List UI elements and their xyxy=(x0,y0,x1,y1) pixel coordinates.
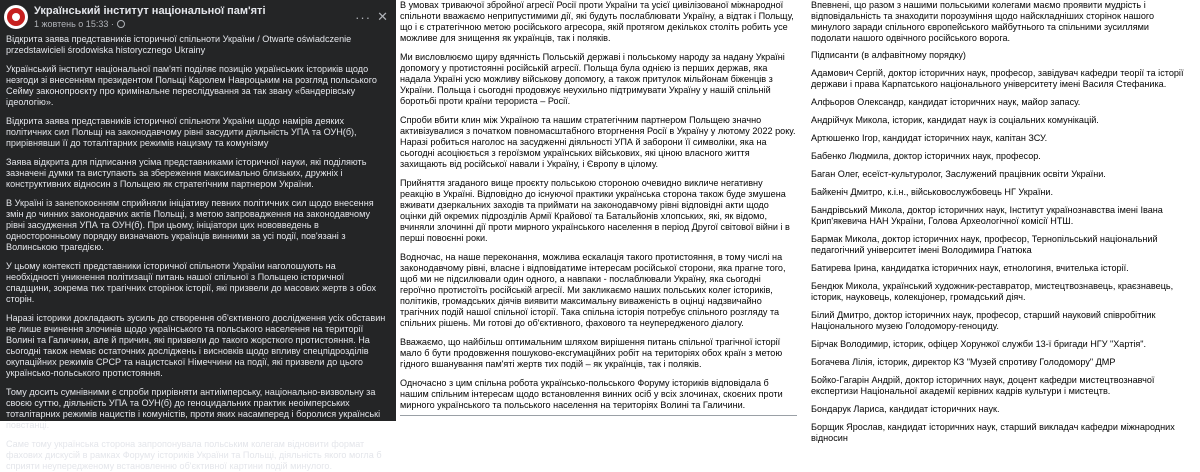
signatory-item: Білий Дмитро, доктор історичних наук, професор, старший науковий співробітник Національного музею Голодомору-геноциду. xyxy=(811,310,1156,331)
post-paragraph: Відкрита заява представників історичної спільноти України / Otwarte oświadczenie przedstawicieli środowiska historycznego Ukrainy xyxy=(6,34,352,55)
signatory-item: Батирева Ірина, кандидатка історичних наук, етнологиня, вчителька історії. xyxy=(811,263,1129,273)
signatory-item: Богачева Лілія, історик, директор КЗ "Музей спротиву Голодомору" ДМР xyxy=(811,357,1116,367)
signatories-heading: Підписанти (в алфавітному порядку) xyxy=(811,50,966,60)
post-paragraph: Відкрита заява представників історичної спільноти України щодо намірів деяких політичних сил Польщі на законодавчому рівні засудити діяльність УПА та ОУН(б), прирівнявши її до тоталітарних режимів нацизму та комунізму xyxy=(6,116,357,148)
signatory-item: Байкеніч Дмитро, к.і.н., військовослужбовець НГ України. xyxy=(811,187,1054,197)
signatory-item: Баган Олег, есеїст-культуролог, Заслужений працівник освіти України. xyxy=(811,169,1106,179)
post-paragraph: Саме тому українська сторона запропонувала польським колегам відновити формат фахових дискусій в рамках Форуму істориків України та Польщі, діяльність якого могла б сприяти неупередженому встановленню об'єктивної картини подій минулого. xyxy=(6,439,382,471)
post-paragraph: В Україні із занепокоєнням сприйняли ініціативу певних політичних сил щодо внесення змін до чинних законодавчих актів Польщі, з метою запровадження на законодавчому рівні засудження УПА та ОУН(б). При цьому, ініціатори цих нововведень в односторонньому порядку визначають українців винними за усі події, пов'язані з Волинською трагедією. xyxy=(6,198,374,252)
statement-paragraph: Одночасно з цим спільна робота українсько-польського Форуму істориків відповідала б нашим спільним інтересам щодо встановлення винних осіб у всіх злочинах, скоєних проти мирного українського та польського населення на територіях Волині та Галичини. xyxy=(400,378,783,410)
statement-paragraph: Ми висловлюємо щиру вдячність Польській державі і польському народу за надану Україні допомогу у протистоянні російській агресії. Польща була однією із перших держав, яка надала Україні усю можливу військову допомогу, а також притулок мільйонам біженців з України. Польща і сьогодні продовжує неухильно підтримувати Україну у нашій спільній боротьбі проти країни терориста – Росії. xyxy=(400,52,785,106)
statement-paragraph: В умовах триваючої збройної агресії Росії проти України та усієї цивілізованої міжнародної спільноти вважаємо неприпустимими дії, які будуть послаблювати Україну, а відтак і Польщу, що і є стратегічною метою російського агресора, якій протягом декількох століть робить усе можливе для знищення як українців, так і поляків. xyxy=(400,0,794,43)
post-paragraph: Тому досить сумнівними є спроби прирівняти антиімперську, національно-визвольну за своєю суттю, діяльність УПА та ОУН(б) до геноцидальних практик неоімперських тоталітарних режимів нацистів і комуністів, проти яких насамперед і боролися українські повстанці. xyxy=(6,387,381,430)
conclusion-paragraph: Впевнені, що разом з нашими польськими колегами маємо проявити мудрість і відповідальність та знаходити порозуміння щодо найскладніших сторінок нашого минулого заради спільного європейського майбутнього та спільними зусиллями подолати нашого одвічного російського ворога. xyxy=(811,0,1155,43)
statement-text xyxy=(400,0,797,416)
signatory-item: Бондарук Лариса, кандидат історичних наук. xyxy=(811,404,1000,414)
signatory-item: Бірчак Володимир, історик, офіцер Хорунжої служби 13-ї бригади НГУ "Хартія". xyxy=(811,339,1147,349)
signatory-item: Бармак Микола, доктор історичних наук, професор, Тернопільський національний педагогічний університет імені Володимира Гнатюка xyxy=(811,234,1158,255)
globe-icon xyxy=(117,20,125,28)
post-body xyxy=(0,32,396,472)
signatory-item: Андрійчук Микола, історик, кандидат наук із соціальних комунікацій. xyxy=(811,115,1099,125)
post-paragraph: Заява відкрита для підписання усіма представниками історичної науки, які поділяють зазначені думки та виступають за збереження максимально близьких, дружніх і конструктивних відносин з Польщею як стратегічним партнером України. xyxy=(6,157,367,189)
signatories-text xyxy=(811,0,1190,444)
signatory-item: Борщик Ярослав, кандидат історичних наук, старший викладач кафедри міжнародних відносин xyxy=(811,422,1175,443)
signatory-item: Бандрівський Микола, доктор історичних наук, Інститут українознавства імені Івана Крип'якевича НАН України, Голова Археологічної комісії НТШ. xyxy=(811,205,1163,226)
institute-logo-icon xyxy=(7,8,25,26)
facebook-post-panel xyxy=(0,0,396,471)
signatory-item: Адамович Сергій, доктор історичних наук, професор, завідувач кафедри теорії та історії держави і права Карпатського національного університету імені Василя Стефаника. xyxy=(811,68,1184,89)
post-paragraph: У цьому контексті представники історичної спільноти України наголошують на необхідності уникнення політизації питань нашої спільної з Польщею історичної спадщини, зокрема тих трагічних сторінок історії, які призвели до масових жертв з обох сторін. xyxy=(6,261,377,304)
signatory-item: Бендюк Микола, український художник-реставратор, мистецтвознавець, краєзнавець, історик, науковець, колекціонер, громадський діяч. xyxy=(811,281,1174,302)
statement-paragraph: Вважаємо, що найбільш оптимальним шляхом вирішення питань спільної трагічної історії мало б бути продовження пошуково-ексгумаційних робіт на територіях обох країн з метою гідного вшанування пам'яті жертв тих подій – як українців, так і поляків. xyxy=(400,337,783,369)
post-paragraph: Український інститут національної пам'яті поділяє позицію українських істориків щодо незгоди зі внесенням президентом Польщі Каролем Навроцьким на розгляд польського Сейму законопроєкту про кримінальне переслідування за так звану «бандерівську ідеологію». xyxy=(6,64,377,107)
signatory-item: Артюшенко Ігор, кандидат історичних наук, капітан ЗСУ. xyxy=(811,133,1048,143)
post-paragraph: Наразі історики докладають зусиль до створення об'єктивного дослідження усіх обставин не лише вчинення злочинів щодо українського та польського населення на території Волині та Галичини, але й причин, які призвели до такого жорсткого протистояння. На сьогодні також немає остаточних досліджень і висновків щодо впливу спецпідрозділів окупаційних режимів СРСР та нацистської Німеччини на події, які призвели до цього українсько-польського протистояння. xyxy=(6,313,386,378)
more-options-button[interactable]: ··· xyxy=(355,9,372,25)
statement-paragraph: Спроби вбити клин між Україною та нашим стратегічним партнером Польщею значно активізувалися з початком повномасштабного вторгнення Росії в Україну у лютому 2022 року. Наразі робиться наголос на засудженні діяльності УПА й заборони її символіки, яка на сьогодні асоціюється з героїзмом українських військових, які ціною власного життя захищають від російської навали і Україну, і Європу в цілому. xyxy=(400,115,796,169)
statement-paragraph: Водночас, на наше переконання, можлива ескалація такого протистояння, в тому числі на законодавчому рівні, власне і відповідатиме інтересам російської сторони, яка прагне того, щоб ми не підсилювали один одного, а навпаки - послаблювали Україну, яка сьогодні героїчно протистоїть російській агресії. Ми закликаємо наших польських колег істориків, політиків, громадських діячів виявити максимальну виваженість в оцінці надзвичайно трагічних подій нашої спільної історії. Така спільна історія потребує спільного розгляду та спільних рішень. Ми готові до об'єктивного, фахового та неупередженого діалогу. xyxy=(400,252,786,328)
close-button[interactable]: ✕ xyxy=(377,9,388,24)
post-timestamp[interactable]: 1 жовтень о 15:33 · xyxy=(34,18,114,29)
signatory-item: Бойко-Гагарін Андрій, доктор історичних наук, доцент кафедри мистецтвознавчої експертизи Національної академії керівних кадрів культури і мистецтв. xyxy=(811,375,1155,396)
signatory-item: Алфьоров Олександр, кандидат історичних наук, майор запасу. xyxy=(811,97,1081,107)
signatory-item: Бабенко Людмила, доктор історичних наук, професор. xyxy=(811,151,1041,161)
page-avatar[interactable] xyxy=(4,5,28,29)
signatories-panel xyxy=(803,0,1200,443)
statement-continuation-panel xyxy=(396,0,803,421)
post-header xyxy=(0,0,396,32)
page-name-link[interactable]: Український інститут національної пам'яті xyxy=(34,4,266,17)
statement-paragraph: Прийняття згаданого вище проєкту польською стороною очевидно викличе негативну реакцію в Україні. Відповідно до існуючої практики українська сторона також буде змушена вживати дзеркальних заходів та приймати на законодавчому рівні відповідні акти щодо оцінки дій окремих підрозділів Армії Крайової та Батальйонів хлопських, які, як відомо, вчиняли злочинні дії проти мирного українського населення в період Другої світової війни і в перші повоєнні роки. xyxy=(400,178,790,243)
